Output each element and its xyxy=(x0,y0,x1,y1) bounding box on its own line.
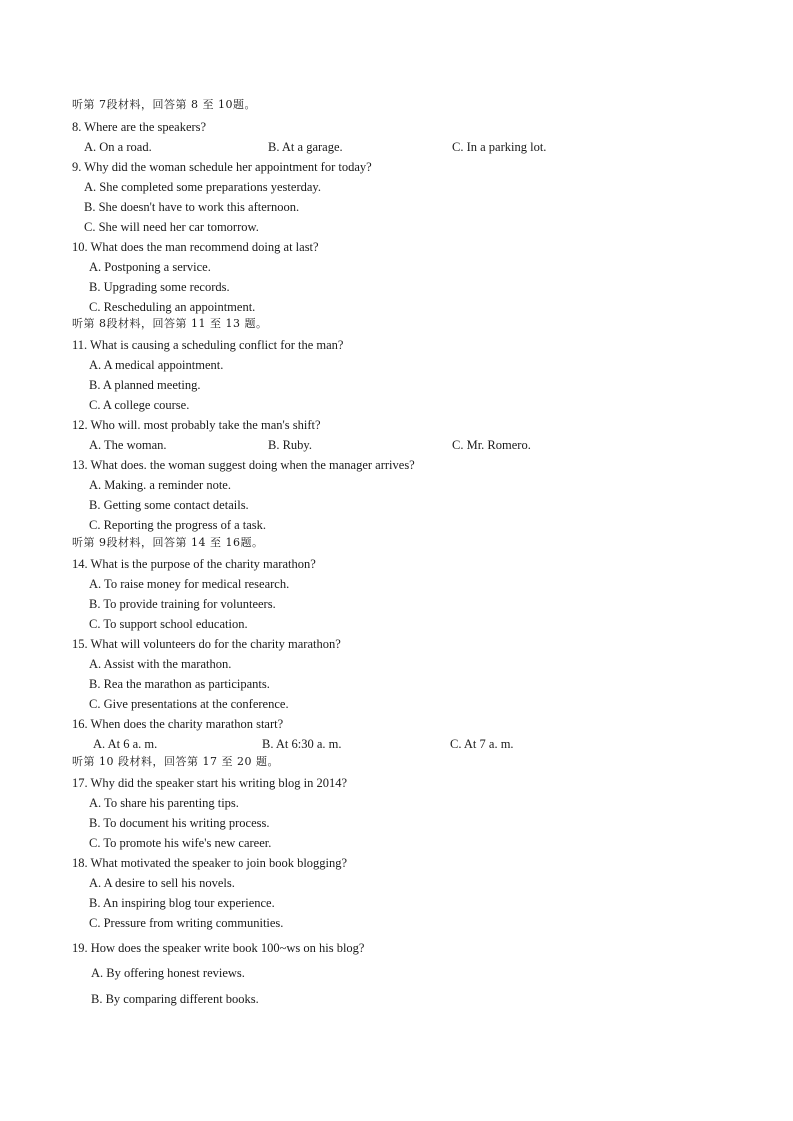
question-15-option-c: C. Give presentations at the conference. xyxy=(89,697,289,711)
question-15-option-b: B. Rea the marathon as participants. xyxy=(89,677,270,691)
question-12-stem: 12. Who will. most probably take the man's shift? xyxy=(72,418,321,432)
question-9-stem: 9. Why did the woman schedule her appointment for today? xyxy=(72,160,372,174)
question-10-option-a: A. Postponing a service. xyxy=(89,260,211,274)
question-14-stem: 14. What is the purpose of the charity marathon? xyxy=(72,557,316,571)
question-18-option-c: C. Pressure from writing communities. xyxy=(89,916,284,930)
question-8-option-c: C. In a parking lot. xyxy=(452,140,547,154)
question-13-option-a: A. Making. a reminder note. xyxy=(89,478,231,492)
question-17-option-c: C. To promote his wife's new career. xyxy=(89,836,272,850)
question-13-option-c: C. Reporting the progress of a task. xyxy=(89,518,267,532)
question-19-option-a: A. By offering honest reviews. xyxy=(91,966,245,980)
question-13-stem: 13. What does. the woman suggest doing when the manager arrives? xyxy=(72,458,415,472)
question-9-option-b: B. She doesn't have to work this afternoon. xyxy=(84,200,300,214)
question-10-option-b: B. Upgrading some records. xyxy=(89,280,230,294)
section-heading-7: 听第 7段材料，回答第 8 至 10题。 xyxy=(72,98,256,111)
question-12-option-c: C. Mr. Romero. xyxy=(452,438,531,452)
question-8-option-a: A. On a road. xyxy=(84,140,152,154)
question-10-stem: 10. What does the man recommend doing at last? xyxy=(72,240,319,254)
question-8-stem: 8. Where are the speakers? xyxy=(72,120,207,134)
question-13-option-b: B. Getting some contact details. xyxy=(89,498,249,512)
question-14-option-a: A. To raise money for medical research. xyxy=(89,577,290,591)
question-19-stem: 19. How does the speaker write book 100~ws on his blog? xyxy=(72,941,365,955)
question-16-option-c: C. At 7 a. m. xyxy=(450,737,514,751)
question-10-option-c: C. Rescheduling an appointment. xyxy=(89,300,256,314)
section-heading-9: 听第 9段材料，回答第 14 至 16题。 xyxy=(72,536,264,549)
question-18-option-b: B. An inspiring blog tour experience. xyxy=(89,896,275,910)
question-18-option-a: A. A desire to sell his novels. xyxy=(89,876,235,890)
question-18-stem: 18. What motivated the speaker to join book blogging? xyxy=(72,856,348,870)
question-17-option-b: B. To document his writing process. xyxy=(89,816,270,830)
question-12-option-a: A. The woman. xyxy=(89,438,167,452)
question-14-option-c: C. To support school education. xyxy=(89,617,248,631)
question-14-option-b: B. To provide training for volunteers. xyxy=(89,597,276,611)
question-11-stem: 11. What is causing a scheduling conflict for the man? xyxy=(72,338,344,352)
question-16-stem: 16. When does the charity marathon start? xyxy=(72,717,284,731)
question-17-option-a: A. To share his parenting tips. xyxy=(89,796,239,810)
question-9-option-a: A. She completed some preparations yesterday. xyxy=(84,180,321,194)
question-12-option-b: B. Ruby. xyxy=(268,438,312,452)
question-15-stem: 15. What will volunteers do for the charity marathon? xyxy=(72,637,341,651)
question-8-option-b: B. At a garage. xyxy=(268,140,343,154)
question-11-option-a: A. A medical appointment. xyxy=(89,358,224,372)
section-heading-8: 听第 8段材料，回答第 11 至 13 题。 xyxy=(72,317,268,330)
section-heading-10: 听第 10 段材料，回答第 17 至 20 题。 xyxy=(72,755,279,768)
question-9-option-c: C. She will need her car tomorrow. xyxy=(84,220,259,234)
question-11-option-c: C. A college course. xyxy=(89,398,190,412)
question-17-stem: 17. Why did the speaker start his writing blog in 2014? xyxy=(72,776,348,790)
question-15-option-a: A. Assist with the marathon. xyxy=(89,657,232,671)
question-16-option-a: A. At 6 a. m. xyxy=(93,737,158,751)
question-11-option-b: B. A planned meeting. xyxy=(89,378,201,392)
question-16-option-b: B. At 6:30 a. m. xyxy=(262,737,342,751)
question-19-option-b: B. By comparing different books. xyxy=(91,992,259,1006)
